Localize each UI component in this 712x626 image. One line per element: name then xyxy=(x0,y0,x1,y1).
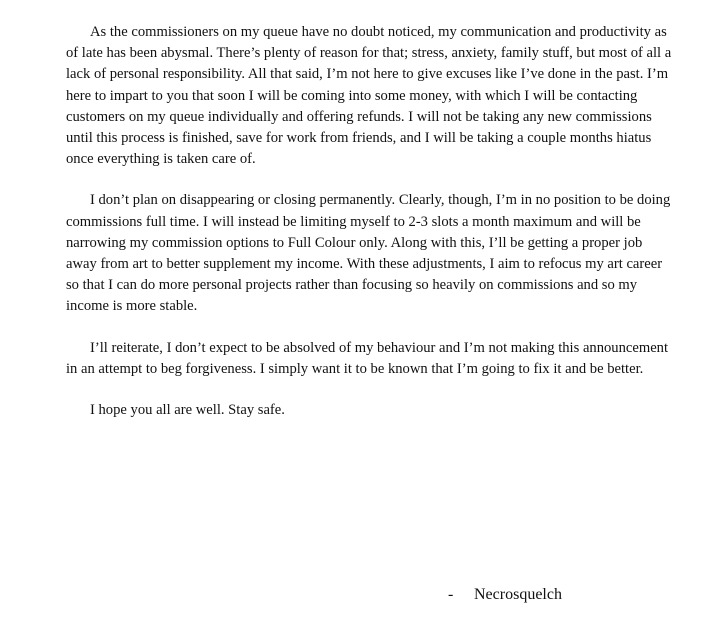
signature-dash: - xyxy=(448,586,454,603)
paragraph-2: I don’t plan on disappearing or closing permanently. Clearly, though, I’m in no position to be doing commissions full time. I will instead be limiting myself to 2-3 slots a month maximum and will be narrowing my commission options to Full Colour only. Along with this, I’ll be getting a proper job away from art to better supplement my income. With these adjustments, I aim to refocus my art career so that I can do more personal projects rather than focusing so heavily on commissions and so my income is more stable. xyxy=(66,192,671,315)
paragraph-3: I’ll reiterate, I don’t expect to be absolved of my behaviour and I’m not making this announcement in an attempt to beg forgiveness. I simply want it to be known that I’m going to fix it and be better. xyxy=(66,339,669,377)
signature-name: Necrosquelch xyxy=(474,586,562,603)
paragraph-1: As the commissioners on my queue have no doubt noticed, my communication and productivity as of late has been abysmal. There’s plenty of reason for that; stress, anxiety, family stuff, but most of all a lack of personal responsibility. All that said, I’m not here to give excuses like I’ve done in the past. I’m here to impart to you that soon I will be coming into some money, with which I will be contacting customers on my queue individually and offering refunds. I will not be taking any new commissions until this process is finished, save for work from friends, and I will be taking a couple months hiatus once everything is taken care of. xyxy=(66,24,672,168)
paragraph-4: I hope you all are well. Stay safe. xyxy=(90,402,285,419)
letter-body xyxy=(66,22,676,421)
signature xyxy=(448,584,562,606)
